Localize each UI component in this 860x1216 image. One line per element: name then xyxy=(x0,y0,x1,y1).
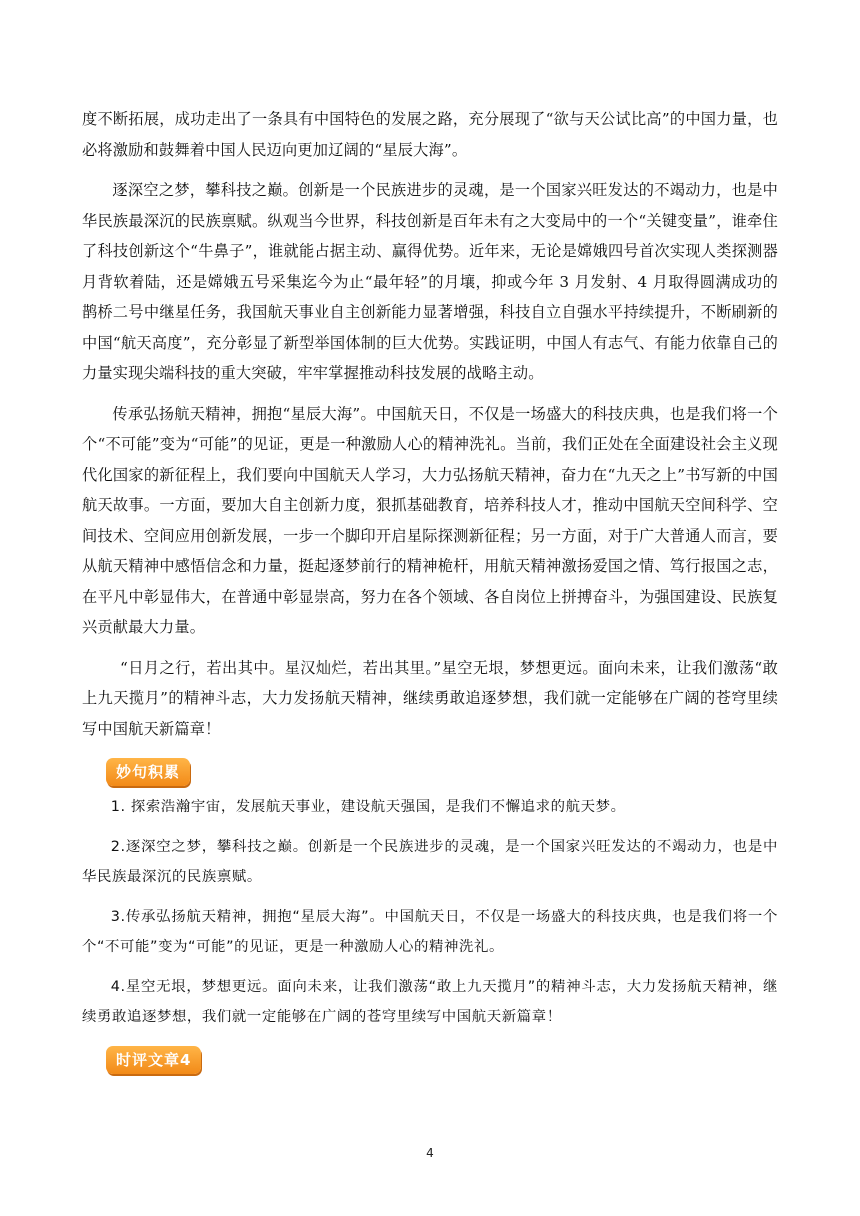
excerpt-item: 4.星空无垠，梦想更远。面向未来，让我们激荡“敢上九天揽月”的精神斗志，大力发扬航天精神，继续勇敢追逐梦想，我们就一定能够在广阔的苍穹里续写中国航天新篇章！ xyxy=(82,979,778,1025)
excerpt-item: 2.逐深空之梦，攀科技之巅。创新是一个民族进步的灵魂，是一个国家兴旺发达的不竭动力，也是中华民族最深沉的民族禀赋。 xyxy=(82,839,778,885)
article-paragraph: 度不断拓展，成功走出了一条具有中国特色的发展之路，充分展现了“欲与天公试比高”的中国力量，也必将激励和鼓舞着中国人民迈向更加辽阔的“星辰大海”。 xyxy=(82,110,778,159)
excerpt-item: 1. 探索浩瀚宇宙，发展航天事业，建设航天强国，是我们不懈追求的航天梦。 xyxy=(110,799,626,815)
excerpt-item: 3.传承弘扬航天精神，拥抱“星辰大海”。中国航天日，不仅是一场盛大的科技庆典，也是我们将一个个“不可能”变为“可能”的见证，更是一种激励人心的精神洗礼。 xyxy=(82,909,778,955)
article-paragraph: 传承弘扬航天精神，拥抱“星辰大海”。中国航天日，不仅是一场盛大的科技庆典，也是我们将一个个“不可能”变为“可能”的见证，更是一种激励人心的精神洗礼。当前，我们正处在全面建设社会主义现代化国家的新征程上，我们要向中国航天人学习，大力弘扬航天精神，奋力在“九天之上”书写新的中国航天故事。一方面，要加大自主创新力度，狠抓基础教育，培养科技人才，推动中国航天空间科学、空间技术、空间应用创新发展，一步一个脚印开启星际探测新征程；另一方面，对于广大普通人而言，要从航天精神中感悟信念和力量，挺起逐梦前行的精神桅杆，用航天精神激扬爱国之情、笃行报国之志，在平凡中彰显伟大，在普通中彰显崇高，努力在各个领域、各自岗位上拼搏奋斗，为强国建设、民族复兴贡献最大力量。 xyxy=(82,404,778,636)
section-badge-article: 时评文章4 xyxy=(106,1046,201,1074)
page-number: 4 xyxy=(426,1146,434,1160)
section-badge-excerpts: 妙句积累 xyxy=(106,758,190,786)
article-paragraph: 逐深空之梦，攀科技之巅。创新是一个民族进步的灵魂，是一个国家兴旺发达的不竭动力，也是中华民族最深沉的民族禀赋。纵观当今世界，科技创新是百年未有之大变局中的一个“关键变量”，谁牵住了科技创新这个“牛鼻子”，谁就能占据主动、赢得优势。近年来，无论是嫦娥四号首次实现人类探测器月背软着陆，还是嫦娥五号采集迄今为止“最年轻”的月壤，抑或今年 3 月发射、4 月取得圆满成功的鹊桥二号中继星任务，我国航天事业自主创新能力显著增强，科技自立自强水平持续提升，不断刷新的中国“航天高度”，充分彰显了新型举国体制的巨大优势。实践证明，中国人有志气、有能力依靠自己的力量实现尖端科技的重大突破，牢牢掌握推动科技发展的战略主动。 xyxy=(82,181,778,382)
excerpt-list xyxy=(82,792,778,1032)
document-body xyxy=(82,104,778,1080)
article-paragraph: “日月之行，若出其中。星汉灿烂，若出其里。”星空无垠，梦想更远。面向未来，让我们激荡“敢上九天揽月”的精神斗志，大力发扬航天精神，继续勇敢追逐梦想，我们就一定能够在广阔的苍穹里续写中国航天新篇章！ xyxy=(82,658,778,738)
